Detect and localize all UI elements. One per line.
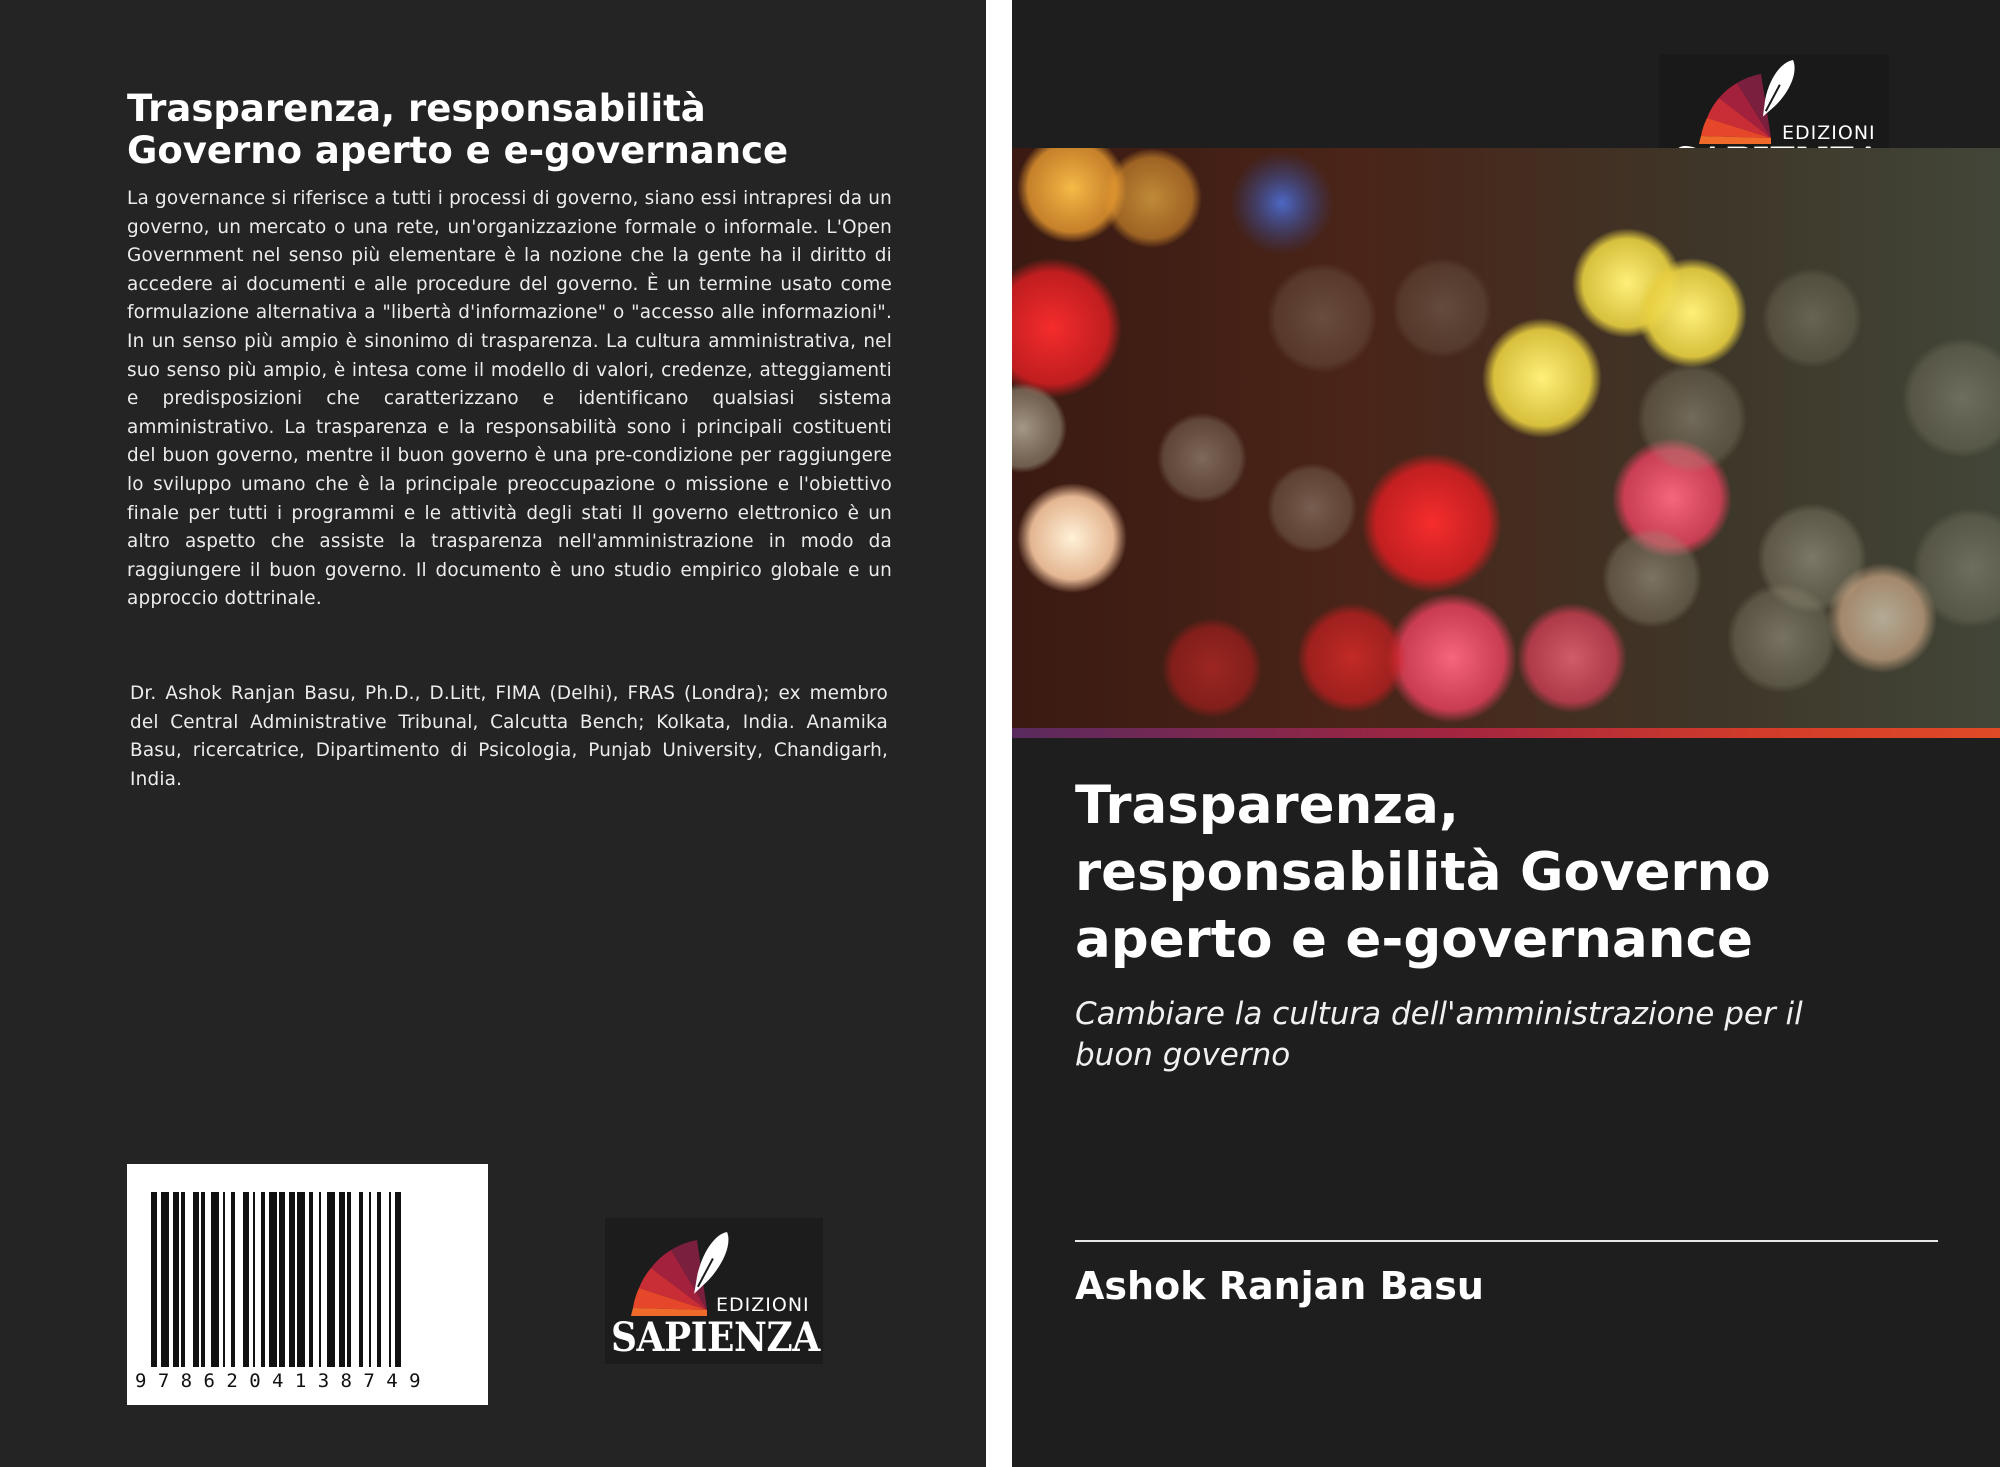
publisher-logo: [605, 1218, 823, 1364]
author-divider: [1075, 1240, 1938, 1242]
subtitle-line: buon governo: [1075, 1037, 1291, 1073]
barcode-bars: [127, 1164, 488, 1405]
logo-edizioni-text: EDIZIONI: [1782, 122, 1876, 144]
back-title-line: Trasparenza, responsabilità: [127, 87, 706, 130]
accent-band: [1012, 728, 2000, 738]
back-cover-title: [127, 88, 907, 172]
front-cover: [1012, 0, 2000, 1467]
back-cover: [0, 0, 986, 1467]
front-title-line: Trasparenza,: [1075, 775, 1460, 836]
logo-sapienza-text: SAPIENZA: [611, 1314, 820, 1361]
front-title-line: responsabilità Governo: [1075, 842, 1771, 903]
logo-edizioni-text: EDIZIONI: [716, 1294, 810, 1316]
author-bio: Dr. Ashok Ranjan Basu, Ph.D., D.Litt, FIMA (Delhi), FRAS (Londra); ex membro del Central Administrative Tribunal, Calcutta Bench; Kolkata, India. Anamika Basu, ricercatrice, Dipartimento di Psicologia, Punjab University, Chandigarh, India.: [130, 683, 888, 790]
front-cover-subtitle: [1075, 994, 1955, 1076]
subtitle-line: Cambiare la cultura dell'amministrazione per il: [1075, 996, 1803, 1032]
isbn-barcode: [127, 1164, 488, 1405]
front-title-line: aperto e e-governance: [1075, 909, 1753, 970]
front-cover-title: [1075, 772, 1955, 973]
back-title-line: Governo aperto e e-governance: [127, 129, 789, 172]
isbn-digits: 9786204138749: [135, 1370, 432, 1392]
front-cover-author: Ashok Ranjan Basu: [1075, 1264, 1484, 1308]
bokeh-lights-image: [1012, 148, 2000, 733]
back-cover-summary: La governance si riferisce a tutti i processi di governo, siano essi intrapresi da un governo, un mercato o una rete, un'organizzazione formale o informale. L'Open Government nel senso più elementare è la nozione che la gente ha il diritto di accedere ai documenti e alle procedure del governo. È un termine usato come formulazione alternativa a "libertà d'informazione" o "accesso alle informazioni". In un senso più ampio è sinonimo di trasparenza. La cultura amministrativa, nel suo senso più ampio, è intesa come il modello di valori, credenze, atteggiamenti e predisposizioni che caratterizzano e identificano qualsiasi sistema amministrativo. La trasparenza e la responsabilità sono i principali costituenti del buon governo, mentre il buon governo è una pre-condizione per raggiungere lo sviluppo umano che è la principale preoccupazione o missione e l'obiettivo finale per tutti i programmi e le attività degli stati Il governo elettronico è un altro aspetto che assiste la trasparenza nell'amministrazione in modo da raggiungere il buon governo. Il documento è uno studio empirico globale e un approccio dottrinale.: [127, 188, 892, 610]
